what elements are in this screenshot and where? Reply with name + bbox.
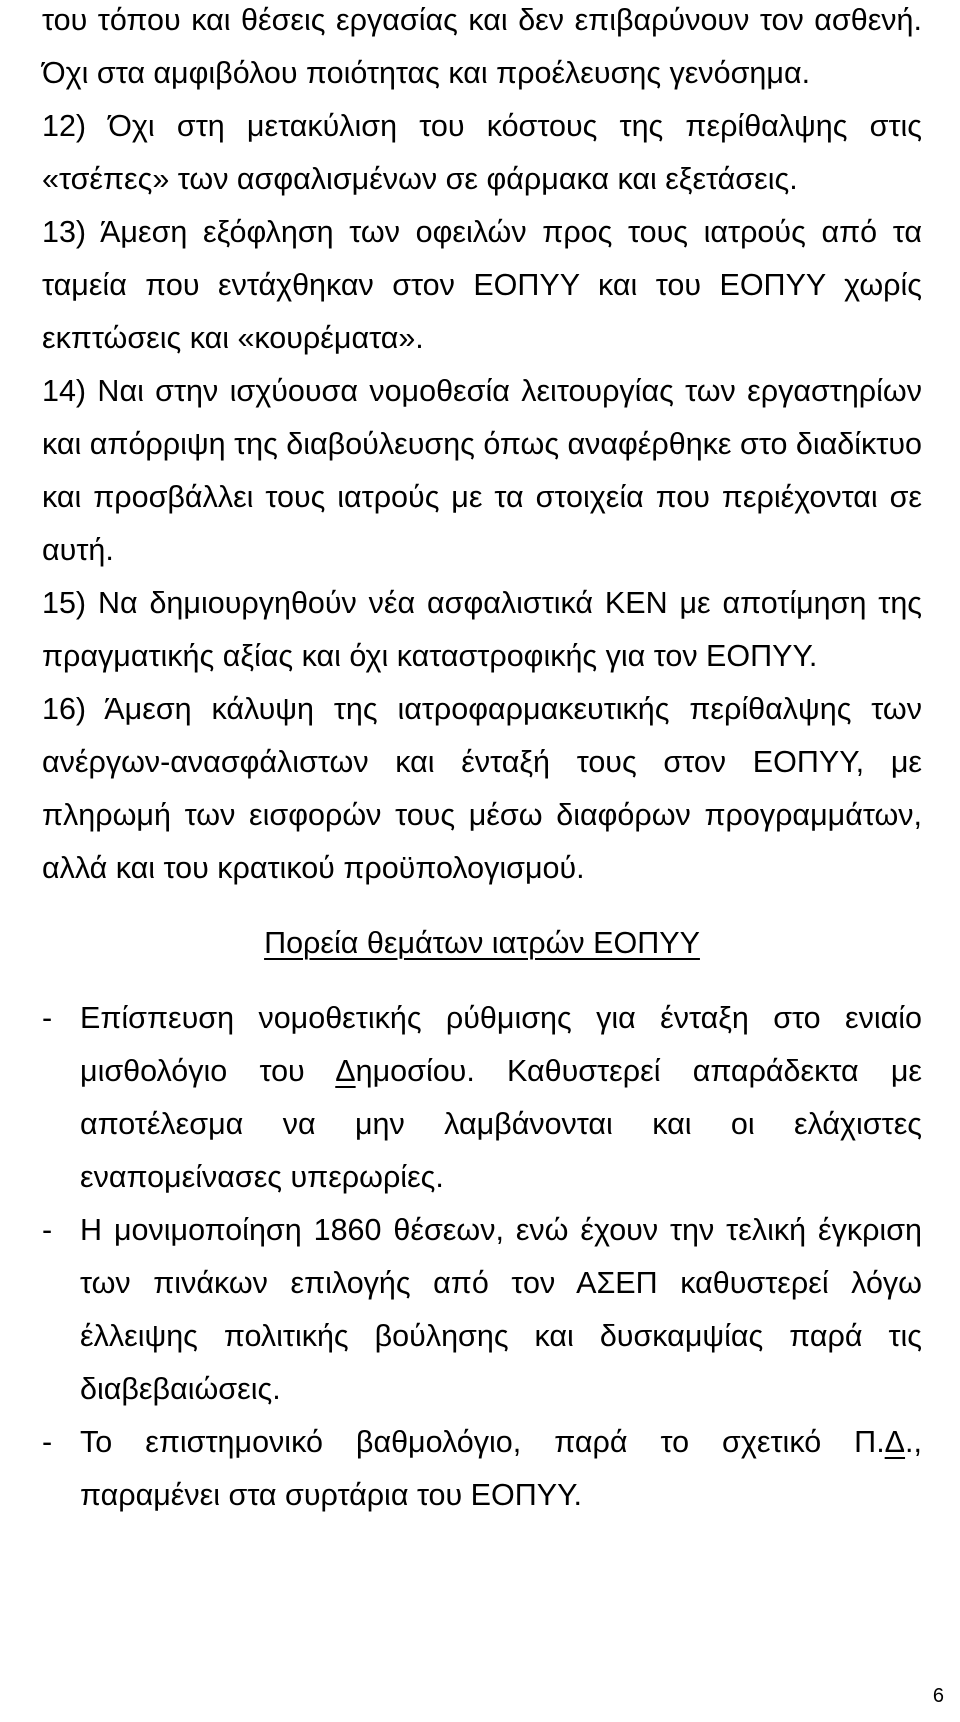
- section-heading: [42, 917, 922, 970]
- bullet-item: [42, 1416, 922, 1522]
- section-heading-text: Πορεία θεμάτων ιατρών ΕΟΠΥΥ: [264, 926, 700, 960]
- list-item-15: 15) Να δημιουργηθούν νέα ασφαλιστικά ΚΕΝ με αποτίμηση της πραγματικής αξίας και όχι καταστροφικής για τον ΕΟΠΥΥ.: [42, 586, 922, 673]
- bullet-text: Επίσπευση νομοθετικής ρύθμισης για ένταξη στο ενιαίο μισθολόγιο του: [80, 1001, 922, 1088]
- bullet-text: ημοσίου. Καθυστερεί απαράδεκτα με αποτέλεσμα να μην λαμβάνονται και οι ελάχιστες εναπομείνασες υπερωρίες.: [80, 1054, 922, 1194]
- list-item-12: 12) Όχι στη μετακύλιση του κόστους της περίθαλψης στις «τσέπες» των ασφαλισμένων σε φάρμακα και εξετάσεις.: [42, 109, 922, 196]
- continuation-paragraph: του τόπου και θέσεις εργασίας και δεν επιβαρύνουν τον ασθενή. Όχι στα αμφιβόλου ποιότητας και προέλευσης γενόσημα.: [42, 3, 922, 90]
- list-item-13: 13) Άμεση εξόφληση των οφειλών προς τους ιατρούς από τα ταμεία που εντάχθηκαν στον ΕΟΠΥΥ και του ΕΟΠΥΥ χωρίς εκπτώσεις και «κουρέματα».: [42, 215, 922, 355]
- document-page: [42, 0, 922, 1522]
- bullet-item: [42, 1204, 922, 1416]
- bullet-text: Η μονιμοποίηση 1860 θέσεων, ενώ έχουν την τελική έγκριση των πινάκων επιλογής από τον ΑΣΕΠ καθυστερεί λόγω έλλειψης πολιτικής βούλησης και δυσκαμψίας παρά τις διαβεβαιώσεις.: [80, 1213, 922, 1406]
- bullet-text: Το επιστημονικό βαθμολόγιο, παρά το σχετικό Π.: [80, 1425, 885, 1459]
- bullet-text: ., παραμένει στα συρτάρια του ΕΟΠΥΥ.: [80, 1425, 922, 1512]
- list-item-16: 16) Άμεση κάλυψη της ιατροφαρμακευτικής περίθαλψης των ανέργων-ανασφάλιστων και ένταξή τους στον ΕΟΠΥΥ, με πληρωμή των εισφορών τους μέσω διαφόρων προγραμμάτων, αλλά και του κρατικού προϋπολογισμού.: [42, 692, 922, 885]
- bullet-item: [42, 992, 922, 1204]
- page-number: 6: [932, 1685, 944, 1707]
- dash-marker: -: [42, 1001, 53, 1035]
- underlined-letter: Δ: [335, 1054, 356, 1088]
- bullet-list: [42, 992, 922, 1522]
- underlined-letter: Δ: [884, 1425, 906, 1459]
- dash-marker: -: [42, 1425, 53, 1459]
- list-item-14: 14) Ναι στην ισχύουσα νομοθεσία λειτουργίας των εργαστηρίων και απόρριψη της διαβούλευσης όπως αναφέρθηκε στο διαδίκτυο και προσβάλλει τους ιατρούς με τα στοιχεία που περιέχονται σε αυτή.: [42, 374, 922, 567]
- dash-marker: -: [42, 1213, 53, 1247]
